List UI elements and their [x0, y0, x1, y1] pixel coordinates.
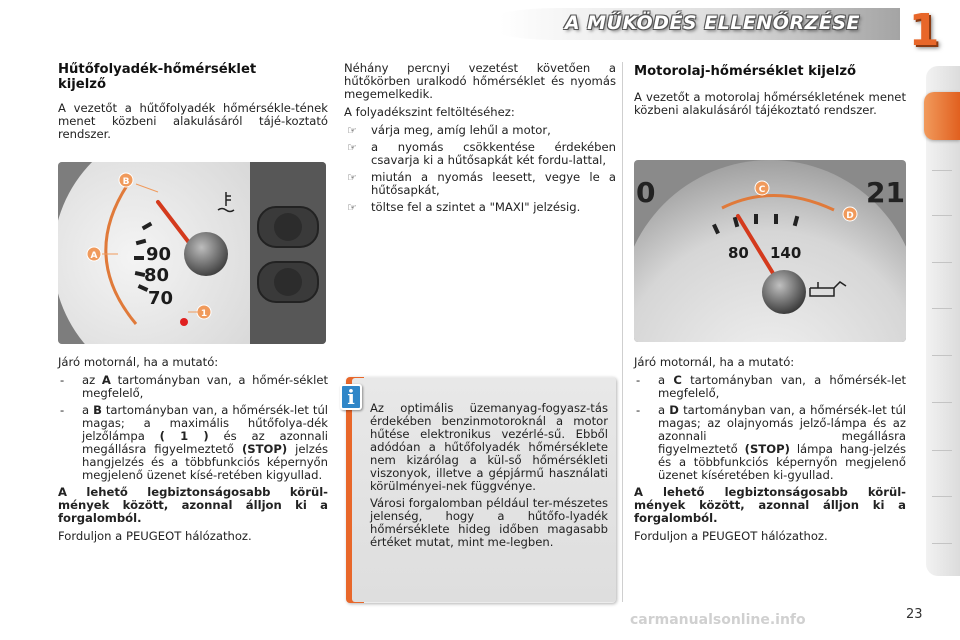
callout-a: [87, 247, 101, 261]
info-paragraph: Városi forgalomban például ter-mészetes jelenség, hogy a hűtőfo-lyadék hőmérséklete hideg időben magasabb értéket mutat, mint me-legben.: [370, 496, 608, 549]
refill-section: [344, 62, 616, 218]
callout-1: [197, 305, 211, 319]
gauge-number-80: 80: [728, 244, 749, 262]
oil-gauge-image: [634, 160, 906, 342]
oil-section-top: [634, 64, 906, 122]
coolant-intro: A vezetőt a hűtőfolyadék hőmérsékle-tének menet közbeni alakulásáról tájé-koztató rendszer.: [58, 101, 328, 141]
range-c-item: - a C tartományban van, a hőmérsék-let megfelelő,: [636, 373, 907, 400]
range-a-item: - az A tartományban van, a hőmér-séklet megfelelő,: [60, 373, 329, 400]
active-chapter-tab[interactable]: [924, 92, 960, 140]
stop-warning: A lehető legbiztonságosabb körül-mények között, azonnal álljon ki a forgalomból.: [634, 485, 906, 525]
svg-text:D: D: [846, 211, 854, 221]
callout-d: [843, 207, 857, 221]
gauge-hub: [762, 270, 806, 314]
tab-divider: [932, 496, 952, 497]
coolant-heading: Hűtőfolyadék-hőmérséklet kijelző: [58, 62, 257, 92]
section-title: A MŰKÖDÉS ELLENŐRZÉSE: [564, 12, 860, 34]
refill-step: ☞ a nyomás csökkentése érdekében csavarja ki a hűtősapkát két fordu-lattal,: [347, 140, 616, 167]
gauge-number-70: 70: [148, 288, 174, 309]
tab-divider: [932, 543, 952, 544]
info-paragraph: Az optimális üzemanyag-fogyasz-tás érdekében benzinmotoroknál a motor hűtése elektronikus vezérlé-sű. Ebből adódóan a hűtőfolyadék hőmérséklete nem kizárólag a kül-ső hőmérsékleti viszonyok, illetve a gépjármű használati körülményei-nek függvénye.: [370, 401, 608, 493]
watermark: carmanualsonline.info: [630, 612, 806, 628]
page-header: [0, 0, 960, 56]
svg-text:C: C: [758, 185, 766, 195]
info-box-text: [370, 402, 608, 553]
engine-running-label: Járó motornál, ha a mutató:: [634, 355, 795, 369]
tab-divider: [932, 262, 952, 263]
callout-b: [119, 173, 133, 187]
coolant-gauge-image: [58, 162, 326, 344]
tab-divider: [932, 215, 952, 216]
gauge-hub: [184, 232, 228, 276]
oil-intro: A vezetőt a motorolaj hőmérsékletének menet közbeni alakulásáról tájékoztató rendszer.: [634, 90, 906, 117]
callout-c: [755, 181, 769, 195]
tab-divider: [932, 170, 952, 171]
gauge-number-80: 80: [144, 265, 170, 286]
dealer-contact: Forduljon a PEUGEOT hálózathoz.: [58, 529, 252, 543]
svg-text:B: B: [122, 177, 130, 187]
tab-divider: [932, 450, 952, 451]
oil-section-bottom: [634, 356, 906, 548]
dealer-contact: Forduljon a PEUGEOT hálózathoz.: [634, 529, 828, 543]
tab-divider: [932, 308, 952, 309]
coolant-section-bottom: [58, 356, 328, 548]
chapter-number: 1: [908, 5, 940, 56]
stop-warning: A lehető legbiztonságosabb körül-mények között, azonnal álljon ki a forgalomból.: [58, 485, 328, 525]
svg-text:1: 1: [200, 309, 208, 319]
engine-running-label: Járó motornál, ha a mutató:: [58, 355, 219, 369]
odo-right-digits: 21: [866, 176, 905, 209]
svg-text:A: A: [90, 251, 98, 261]
tab-divider: [932, 355, 952, 356]
oil-heading: Motorolaj-hőmérséklet kijelző: [634, 64, 857, 79]
gauge-number-140: 140: [770, 244, 802, 262]
warning-lamp-dot: [180, 318, 188, 326]
refill-label: A folyadékszint feltöltéséhez:: [344, 105, 515, 119]
coolant-section-top: [58, 62, 328, 146]
side-tab-strip: [926, 66, 960, 576]
refill-step: ☞ várja meg, amíg lehűl a motor,: [347, 123, 551, 137]
odo-left-digit: 0: [636, 176, 656, 209]
pressure-intro: Néhány percnyi vezetést követően a hűtőkörben uralkodó hőmérséklet és nyomás megemelkedik.: [344, 61, 616, 101]
column-divider: [622, 62, 623, 602]
refill-step: ☞ töltse fel a szintet a "MAXI" jelzésig.: [347, 200, 581, 214]
tab-divider: [932, 402, 952, 403]
gauge-number-90: 90: [146, 244, 172, 265]
page-number: 23: [906, 607, 923, 622]
range-d-item: - a D tartományban van, a hőmérsék-let túl magas; az olajnyomás jelző-lámpa és az azonnali megállásra figyelmeztető (STOP) lámpa hang-jelzés és a többfunkciós képernyőn megjelenő üzenet kíséretében ki-gyullad.: [636, 403, 907, 482]
range-b-item: - a B tartományban van, a hőmérsék-let túl magas; a maximális hűtőfolya-dék jelzőlámpa ( 1 ) és az azonnali megállásra figyelmeztető (STOP) jelzés hangjelzés és a többfunkciós képernyőn megjelenő üzenet kísé-retében kigyullad.: [60, 403, 329, 482]
info-icon: i: [340, 384, 362, 410]
refill-step: ☞ miután a nyomás leesett, vegye le a hűtősapkát,: [347, 170, 616, 197]
